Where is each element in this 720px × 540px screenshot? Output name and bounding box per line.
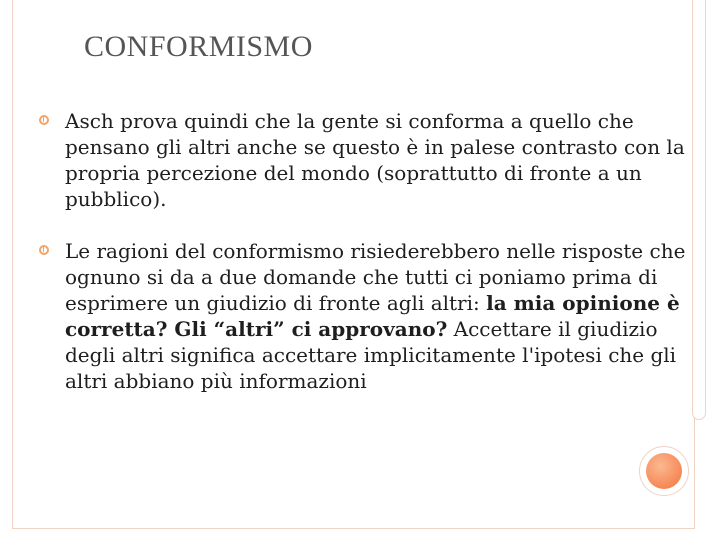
bullet-1-text — [65, 109, 685, 211]
bullet-2-bold-questions: la mia opinione è corretta? Gli “altri” ci approvano? — [65, 291, 680, 341]
bullet-2-intro: Le ragioni del conformismo risiederebbero nelle risposte che ognuno si da a due domande che tutti ci poniamo prima di esprimere un giudizio di fronte agli altri: — [65, 239, 686, 315]
orange-circle-icon — [646, 453, 682, 489]
bullet-list — [39, 108, 689, 394]
circle-bullet-icon — [39, 245, 49, 255]
slide-title: CONFORMISMO — [84, 30, 313, 63]
decorative-circle — [639, 446, 689, 496]
bullet-item-2 — [39, 238, 689, 394]
bullet-item-1 — [39, 108, 689, 212]
bullet-2-conclusion: Accettare il giudizio degli altri significa accettare implicitamente l'ipotesi che gli altri abbiano più informazioni — [65, 317, 677, 393]
bullet-1-bold: Asch — [65, 109, 114, 133]
bullet-2-text — [65, 239, 685, 393]
circle-bullet-icon — [39, 115, 49, 125]
slide-frame-right-edge — [692, 0, 706, 420]
bullet-1-rest: prova quindi che la gente si conforma a quello che pensano gli altri anche se questo è in palese contrasto con la propria percezione del mondo (soprattutto di fronte a un pubblico). — [65, 109, 685, 211]
